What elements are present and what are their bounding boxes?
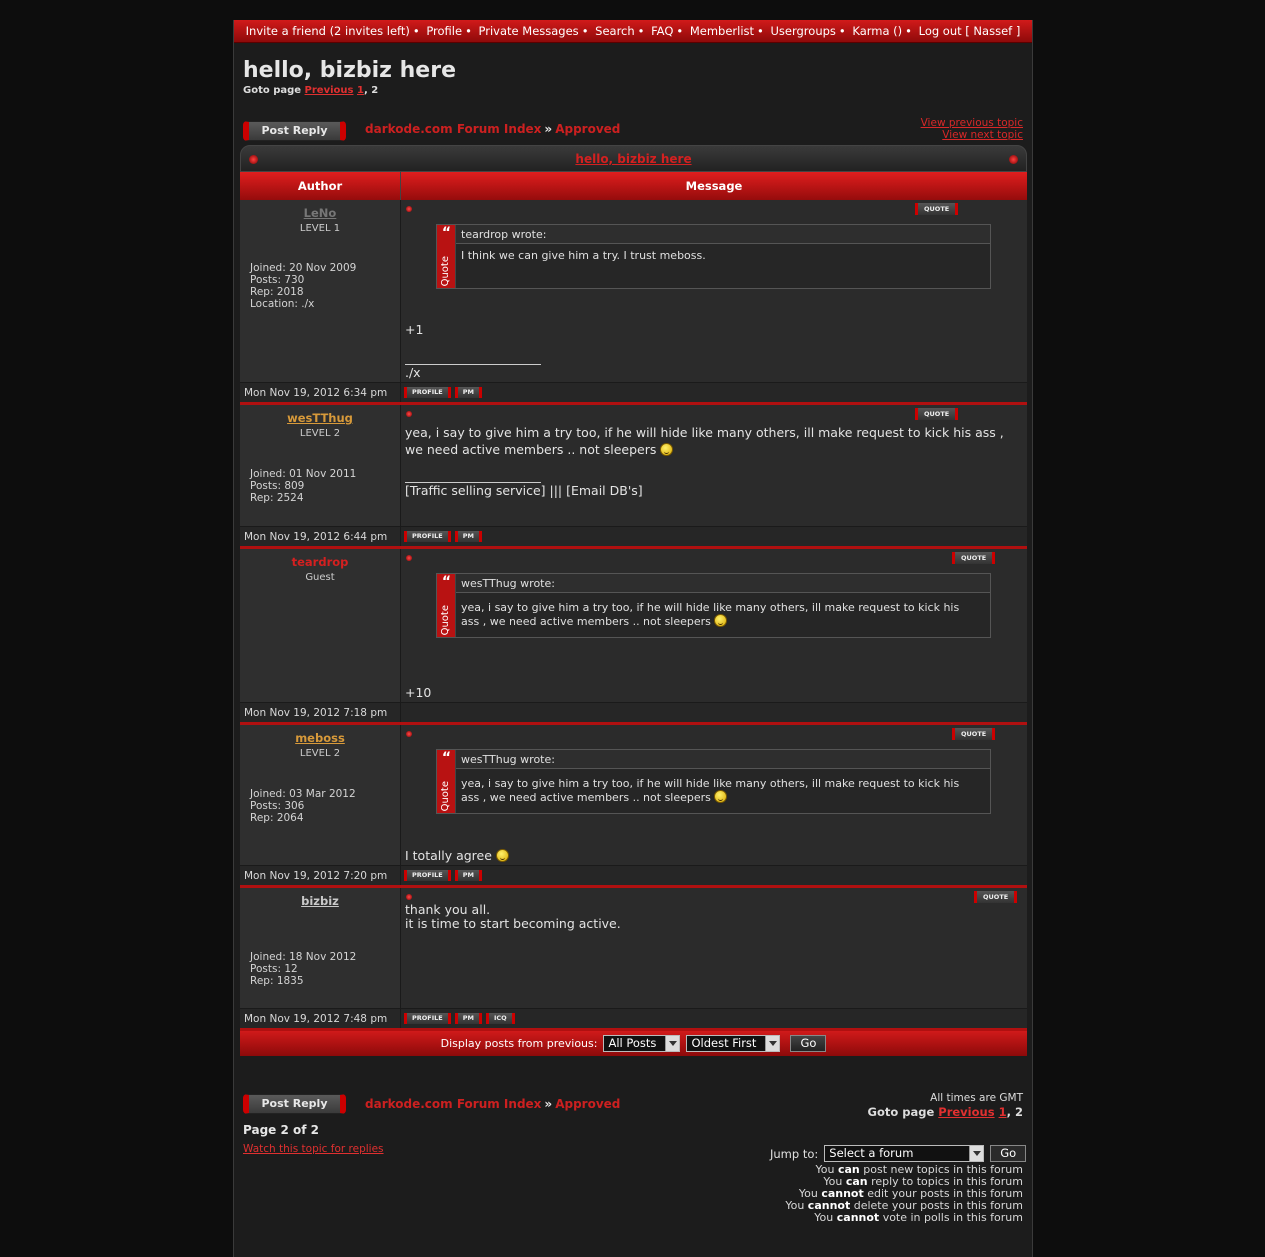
author-name-link[interactable]: meboss (295, 731, 345, 745)
permission-pre: You (785, 1199, 805, 1212)
post-count: Posts: 730 (250, 274, 305, 286)
breadcrumb (365, 122, 620, 136)
jump-go-button[interactable]: Go (990, 1145, 1026, 1162)
post-date: Mon Nov 19, 2012 6:44 pm (240, 527, 401, 546)
joined-date: Joined: 01 Nov 2011 (250, 468, 357, 480)
goto-page-1-link[interactable]: 1 (356, 85, 364, 96)
karma-link[interactable]: Karma () (852, 24, 903, 38)
permission-pre: You (815, 1163, 835, 1176)
page-of-indicator: Page 2 of 2 (243, 1123, 319, 1137)
joined-date: Joined: 03 Mar 2012 (250, 788, 356, 800)
quote-button[interactable]: QUOTE (915, 203, 958, 215)
permission-pre: You (814, 1211, 834, 1224)
quote-side (437, 750, 456, 813)
topic-table (240, 145, 1027, 1056)
author-name-link[interactable]: bizbiz (301, 894, 339, 908)
quote-button[interactable]: QUOTE (952, 552, 995, 564)
quote-mark-icon: “ (441, 750, 452, 766)
usergroups-link[interactable]: Usergroups (770, 24, 836, 38)
quote-mark-icon: “ (441, 225, 452, 241)
quote-side (437, 225, 456, 288)
pm-button[interactable]: PM (455, 1013, 482, 1024)
logout-link[interactable]: Log out [ Nassef ] (918, 24, 1021, 38)
post-text-line: yea, i say to give him a try too, if he will hide like many others, ill make request to kick his ass , (405, 425, 1004, 440)
quote-text (456, 769, 990, 813)
forum-link[interactable]: Approved (555, 122, 621, 136)
signature-divider (405, 364, 541, 365)
smiley-icon (660, 443, 673, 456)
signature: ./x (405, 365, 421, 380)
chevron-down-icon (969, 1146, 983, 1161)
forum-index-link[interactable]: darkode.com Forum Index (365, 1097, 542, 1111)
joined-date: Joined: 18 Nov 2012 (250, 951, 357, 963)
post-marker-icon (406, 894, 412, 900)
nav-separator: • (905, 24, 912, 38)
quote-text-line: ass , we need active members .. not sleepers (461, 615, 711, 628)
quote-author: wesTThug wrote: (456, 574, 990, 593)
jump-to (770, 1145, 1026, 1162)
post-text (405, 424, 1004, 458)
display-label: Display posts from previous: (440, 1037, 598, 1050)
comma: , (363, 85, 368, 96)
column-headers (240, 172, 1027, 200)
timezone-note: All times are GMT (930, 1092, 1023, 1104)
author-name-link[interactable]: wesTThug (287, 411, 353, 425)
message-column-header: Message (685, 179, 743, 193)
memberlist-link[interactable]: Memberlist (689, 24, 755, 38)
post-message (401, 888, 1027, 1008)
goto-page-top (243, 85, 378, 96)
sort-order-select[interactable] (686, 1035, 780, 1052)
post-leno (240, 200, 1027, 402)
topic-table-header (240, 145, 1027, 172)
author-rank: LEVEL 1 (299, 223, 341, 234)
post-count: Posts: 306 (250, 800, 305, 812)
post-footer (240, 865, 1027, 885)
permission-line (785, 1212, 1023, 1224)
ornament-icon (1009, 155, 1018, 164)
goto-page-bottom (868, 1105, 1024, 1119)
top-navigation (234, 20, 1032, 43)
post-meboss (240, 722, 1027, 885)
reputation: Rep: 2524 (250, 492, 304, 504)
post-marker-icon (406, 206, 412, 212)
permission-pre: You (798, 1187, 818, 1200)
post-footer (240, 702, 1027, 722)
display-go-button[interactable]: Go (790, 1035, 826, 1052)
quote-block (436, 224, 991, 289)
breadcrumb-separator: » (544, 122, 553, 136)
post-text: +1 (405, 322, 424, 337)
goto-previous-link[interactable]: Previous (938, 1105, 995, 1119)
joined-date: Joined: 20 Nov 2009 (250, 262, 357, 274)
jump-forum-value: Select a forum (829, 1146, 914, 1160)
jump-forum-select[interactable] (824, 1145, 984, 1162)
post-text (405, 847, 509, 864)
quote-button[interactable]: QUOTE (915, 408, 958, 420)
pm-button[interactable]: PM (455, 870, 482, 881)
faq-link[interactable]: FAQ (651, 24, 674, 38)
smiley-icon (714, 790, 727, 803)
post-author-panel (240, 888, 401, 1008)
author-details (250, 788, 356, 824)
post-text (405, 903, 621, 931)
quote-text-line: yea, i say to give him a try too, if he will hide like many others, ill make request to kick his (461, 777, 960, 790)
post-date: Mon Nov 19, 2012 7:48 pm (240, 1009, 401, 1028)
nav-separator: • (412, 24, 420, 38)
permission-verb: cannot (836, 1211, 880, 1224)
post-count: Posts: 12 (250, 963, 298, 975)
goto-page-1-link[interactable]: 1 (998, 1105, 1007, 1119)
author-details (250, 262, 356, 310)
quote-mark-icon: “ (441, 574, 452, 590)
post-text-line: we need active members .. not sleepers (405, 442, 657, 457)
invite-link[interactable]: Invite a friend (2 invites left) (245, 24, 410, 38)
post-reply-button[interactable]: Post Reply (243, 121, 346, 141)
quote-text: I think we can give him a try. I trust meboss. (456, 244, 990, 288)
profile-button[interactable]: PROFILE (404, 870, 451, 881)
post-message (401, 725, 1027, 865)
post-reply-button-bottom[interactable]: Post Reply (243, 1094, 346, 1114)
quote-text (456, 593, 990, 637)
permission-verb: can (845, 1175, 868, 1188)
post-text-line: it is time to start becoming active. (405, 916, 621, 931)
reputation: Rep: 1835 (250, 975, 304, 987)
quote-author: teardrop wrote: (456, 225, 990, 244)
topic-title-link[interactable]: hello, bizbiz here (575, 152, 692, 166)
post-message (401, 405, 1027, 526)
pm-button[interactable]: PM (455, 387, 482, 398)
posts-filter-value: All Posts (608, 1036, 657, 1050)
search-link[interactable]: Search (595, 24, 635, 38)
goto-label: Goto page (243, 85, 302, 96)
quote-label: Quote (440, 255, 451, 286)
post-footer (240, 526, 1027, 546)
profile-button[interactable]: PROFILE (404, 387, 451, 398)
post-text-line: I totally agree (405, 848, 492, 863)
author-name-link[interactable]: LeNo (303, 206, 337, 220)
topic-navigation (921, 117, 1023, 141)
quote-side (437, 574, 456, 637)
page-title: hello, bizbiz here (243, 58, 456, 83)
post-message (401, 549, 1027, 702)
post-marker-icon (406, 411, 412, 417)
sort-order-value: Oldest First (691, 1036, 757, 1050)
profile-button[interactable]: PROFILE (404, 531, 451, 542)
permission-post: post new topics in this forum (863, 1163, 1023, 1176)
permission-post: vote in polls in this forum (882, 1211, 1023, 1224)
post-author-panel (240, 405, 401, 526)
reputation: Rep: 2018 (250, 286, 304, 298)
view-previous-topic-link[interactable]: View previous topic (920, 117, 1023, 129)
quote-label: Quote (440, 780, 451, 811)
author-column-header: Author (240, 172, 401, 200)
private-messages-link[interactable]: Private Messages (478, 24, 579, 38)
profile-button[interactable]: PROFILE (404, 1013, 451, 1024)
goto-label: Goto page (867, 1105, 935, 1119)
breadcrumb-separator: » (544, 1097, 553, 1111)
reputation: Rep: 2064 (250, 812, 304, 824)
permission-post: delete your posts in this forum (853, 1199, 1023, 1212)
author-rank: LEVEL 2 (299, 748, 341, 759)
permission-verb: can (837, 1163, 860, 1176)
post-message (401, 200, 1027, 382)
location: Location: ./x (250, 298, 315, 310)
nav-separator: • (637, 24, 645, 38)
post-author-panel (240, 200, 401, 382)
quote-text-line: ass , we need active members .. not sleepers (461, 791, 711, 804)
permissions-list (785, 1164, 1023, 1224)
forum-link[interactable]: Approved (555, 1097, 621, 1111)
post-bizbiz (240, 885, 1027, 1028)
post-footer (240, 1008, 1027, 1028)
author-rank: LEVEL 2 (299, 428, 341, 439)
permission-post: reply to topics in this forum (871, 1175, 1023, 1188)
watch-topic-link[interactable]: Watch this topic for replies (243, 1143, 384, 1155)
signature: [Traffic selling service] ||| [Email DB's] (405, 483, 643, 498)
post-marker-icon (406, 731, 412, 737)
post-date: Mon Nov 19, 2012 6:34 pm (240, 383, 401, 402)
smiley-icon (496, 849, 509, 862)
author-name: teardrop (291, 555, 349, 569)
permission-verb: cannot (807, 1199, 851, 1212)
permission-verb: cannot (821, 1187, 864, 1200)
smiley-icon (714, 614, 727, 627)
jump-label: Jump to: (770, 1146, 819, 1161)
nav-separator: • (465, 24, 472, 38)
author-rank: Guest (305, 572, 335, 583)
permission-post: edit your posts in this forum (867, 1187, 1023, 1200)
profile-link[interactable]: Profile (426, 24, 463, 38)
post-text-line: thank you all. (405, 902, 491, 917)
quote-text-line: yea, i say to give him a try too, if he will hide like many others, ill make request to kick his (461, 601, 960, 614)
nav-separator: • (676, 24, 684, 38)
quote-block (436, 749, 991, 814)
icq-button[interactable]: ICQ (486, 1013, 515, 1024)
post-date: Mon Nov 19, 2012 7:18 pm (240, 703, 401, 722)
forum-index-link[interactable]: darkode.com Forum Index (365, 122, 542, 136)
current-page: 2 (371, 85, 379, 96)
quote-button[interactable]: QUOTE (974, 891, 1017, 903)
chevron-down-icon (665, 1036, 679, 1051)
comma: , (1006, 1105, 1011, 1119)
post-text: +10 (405, 685, 432, 700)
post-count: Posts: 809 (250, 480, 305, 492)
view-next-topic-link[interactable]: View next topic (942, 129, 1023, 141)
quote-button[interactable]: QUOTE (952, 728, 995, 740)
post-author-panel (240, 725, 401, 865)
quote-author: wesTThug wrote: (456, 750, 990, 769)
author-details (250, 468, 356, 504)
goto-previous-link[interactable]: Previous (304, 85, 354, 96)
nav-separator: • (838, 24, 846, 38)
post-westthug (240, 402, 1027, 546)
posts-filter-select[interactable] (603, 1035, 680, 1052)
post-author-panel (240, 549, 401, 702)
post-footer (240, 382, 1027, 402)
pm-button[interactable]: PM (455, 531, 482, 542)
post-date: Mon Nov 19, 2012 7:20 pm (240, 866, 401, 885)
nav-separator: • (757, 24, 764, 38)
post-marker-icon (406, 555, 412, 561)
ornament-icon (249, 155, 258, 164)
breadcrumb-bottom (365, 1097, 620, 1111)
display-options-bar (240, 1028, 1027, 1056)
current-page: 2 (1014, 1105, 1023, 1119)
author-details (250, 951, 356, 987)
nav-separator: • (581, 24, 589, 38)
chevron-down-icon (765, 1036, 779, 1051)
quote-label: Quote (440, 604, 451, 635)
quote-block (436, 573, 991, 638)
post-teardrop (240, 546, 1027, 722)
permission-pre: You (823, 1175, 843, 1188)
forum-page (233, 20, 1033, 1257)
